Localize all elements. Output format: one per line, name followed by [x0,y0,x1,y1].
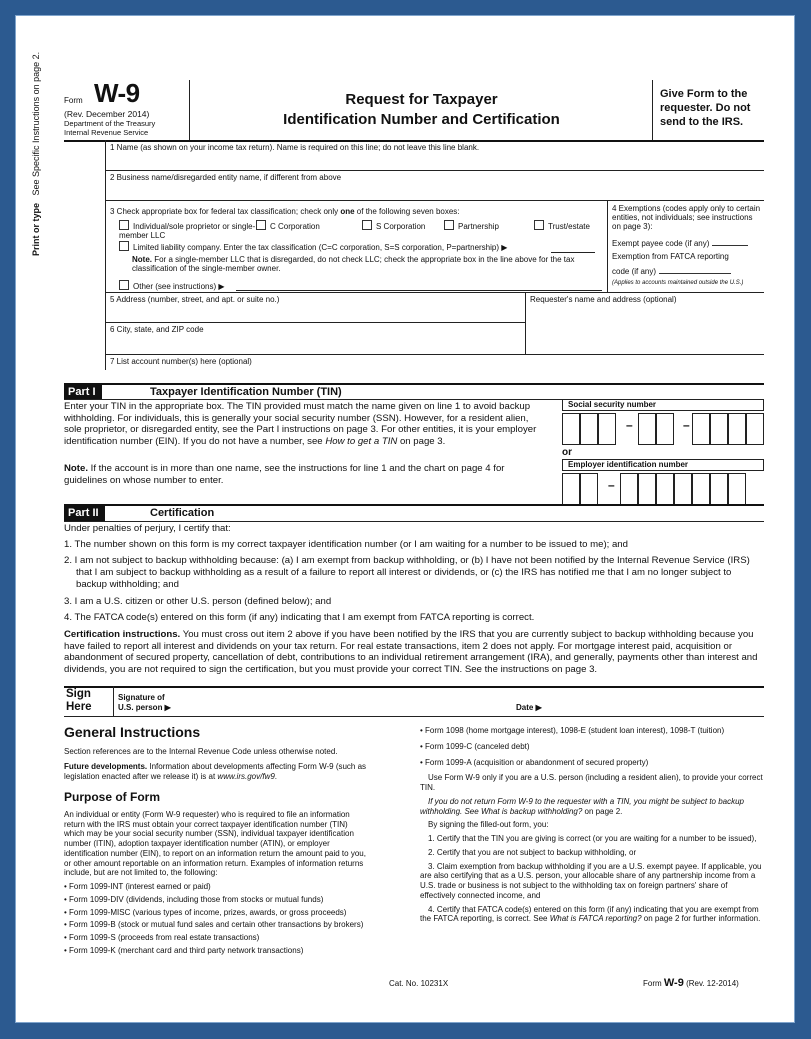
part1-text-main: Enter your TIN in the appropriate box. The TIN provided must match the name given on line 1 to avoid backup withholding. For individuals, this is generally your social security number (SSN). However, for a resident alien, sole proprietor, or disregarded entity, see the Part I instructions on page 3. For other entities, it is your employer identification number (EIN). If you do not have a number, see [64,401,537,448]
ein-dash: – [608,478,615,492]
requester-label: Requester's name and address (optional) [530,295,677,304]
footer-form-number: W-9 [663,977,684,989]
form-word: Form [64,96,83,105]
ssn-digit-box[interactable] [728,413,746,445]
option-scorp[interactable] [362,220,425,231]
ssn-digit-box[interactable] [710,413,728,445]
list-item: • Form 1099-S (proceeds from real estate transactions) [64,933,368,943]
ssn-digit-box[interactable] [562,413,580,445]
ein-digit-box[interactable] [674,473,692,505]
title-line-1: Request for Taxpayer [345,91,498,108]
cert-item-3: 3. I am a U.S. citizen or other U.S. person (defined below); and [64,595,332,607]
give-form-notice: Give Form to the requester. Do not send to the IRS. [660,88,751,128]
future-developments-end: . [274,771,278,781]
ssn-digit-box[interactable] [638,413,656,445]
ein-label: Employer identification number [568,460,689,469]
exempt-payee-label: Exempt payee code (if any) [612,239,710,248]
list-item: • Form 1099-C (canceled debt) [420,742,764,752]
fatca-line1: Exemption from FATCA reporting [612,252,729,261]
certify-4-text: 4. Certify that FATCA code(s) entered on this form (if any) indicating that you are exempt from the FATCA reporting, is correct. See [420,904,759,924]
checkbox-scorp[interactable] [362,220,372,230]
list-item: • Form 1099-MISC (various types of income, prizes, awards, or gross proceeds) [64,908,368,918]
form-id-block [64,66,189,136]
backup-warning-text: If you do not return Form W-9 to the requester with a TIN, you might be subject to backup withholding. See [420,796,745,816]
certify-4 [420,905,764,925]
llc-note [132,255,602,274]
line6-label: 6 City, state, and ZIP code [110,325,204,334]
ein-digit-box[interactable] [562,473,580,505]
line4-label: 4 Exemptions (codes apply only to certain entities, not individuals; see instructions on page 3): [612,204,761,231]
cert-item-2: 2. I am not subject to backup withholding because: (a) I am exempt from backup withholding, or (b) I have not been notified by the Internal Revenue Service (IRS) that I am subject to backup withholding as a result of a failure to report all interest or dividends, or (c) the IRS has notified me that I am no longer subject to backup withholding; and [64,555,750,590]
option-individual[interactable] [119,220,269,241]
backup-warning-end: on page 2. [582,806,623,816]
option-trust[interactable] [534,220,590,231]
by-signing: By signing the filled-out form, you: [428,820,549,830]
cert-intro: Under penalties of perjury, I certify that: [64,523,231,534]
part1-note [64,463,541,486]
ein-digit-box[interactable] [710,473,728,505]
ein-digit-box[interactable] [656,473,674,505]
backup-warning [420,797,764,817]
line1-label: 1 Name (as shown on your income tax return). Name is required on this line; do not leave this line blank. [110,143,480,152]
general-p1: Section references are to the Internal Revenue Code unless otherwise noted. [64,747,338,757]
cert-item-1: 1. The number shown on this form is my correct taxpayer identification number (or I am waiting for a number to be issued to me); and [64,538,628,550]
side-print: Print or type [31,202,41,256]
future-developments-url[interactable]: www.irs.gov/fw9 [217,771,275,781]
certify-4-end: on page 2 for further information. [641,914,761,924]
option-ccorp-label: C Corporation [270,222,320,231]
line3-label [110,207,460,216]
exempt-payee-field[interactable] [712,237,748,246]
general-left [64,724,368,959]
ein-digit-box[interactable] [728,473,746,505]
here-word: Here [66,701,92,714]
account-number-field[interactable] [106,368,762,382]
ssn-digit-box[interactable] [746,413,764,445]
cert-instructions-label: Certification instructions. [64,628,181,640]
option-other[interactable] [119,280,225,291]
future-developments-label: Future developments. [64,761,148,771]
line5-label: 5 Address (number, street, and apt. or suite no.) [110,295,280,304]
part1-note-label: Note. [64,463,88,474]
option-trust-label: Trust/estate [548,222,590,231]
title-line-2: Identification Number and Certification [283,110,560,128]
ssn-dash-2: – [683,418,690,432]
sign-here [66,688,92,714]
list-item: • Form 1099-INT (interest earned or paid) [64,882,368,892]
ein-digit-box[interactable] [638,473,656,505]
option-llc-label: Limited liability company. Enter the tax classification (C=C corporation, S=S corporation, P=partnership) ▶ [133,243,508,252]
part2-label: Part II [64,506,105,521]
ssn-digit-box[interactable] [580,413,598,445]
option-partnership[interactable] [444,220,499,231]
option-llc[interactable] [119,241,507,252]
part1-text-ref: How to get a TIN [325,436,398,448]
address-field[interactable] [106,306,524,322]
certify-4-ref: What is FATCA reporting? [549,914,642,924]
form-title [189,90,654,129]
option-individual-label: Individual/sole proprietor or single-member LLC [119,222,256,241]
other-field[interactable] [236,290,602,291]
ssn-digit-box[interactable] [598,413,616,445]
side-see: See Specific Instructions on page 2. [31,51,41,196]
cert-instructions [64,629,764,676]
part1-text [64,401,541,448]
future-developments-text: Information about developments affecting Form W-9 (such as legislation enacted after we release it) is at [64,761,367,781]
cert-instructions-text: You must cross out item 2 above if you have been notified by the IRS that you are currently subject to backup withholding because you have failed to report all interest and dividends on your tax return. For real estate transactions, item 2 does not apply. For mortgage interest paid, acquisition or abandonment of secured property, cancellation of debt, contributions to an individual retirement arrangement (IRA), and generally, payments other than interest and dividends, you are not required to sign the certification, but you must provide your correct TIN. See the instructions on page 3. [64,628,758,676]
city-field[interactable] [106,336,524,352]
option-scorp-label: S Corporation [376,222,426,231]
list-item: • Form 1099-A (acquisition or abandonment of secured property) [420,758,764,768]
general-heading: General Instructions [64,724,201,740]
option-other-label: Other (see instructions) ▶ [133,282,225,291]
signature-field[interactable] [204,688,504,714]
name-field[interactable] [106,154,762,170]
option-partnership-label: Partnership [458,222,499,231]
ssn-label: Social security number [568,400,657,409]
checkbox-partnership[interactable] [444,220,454,230]
footer-form-word: Form [643,979,664,988]
fatca-applies: (Applies to accounts maintained outside the U.S.) [612,280,744,286]
general-right [420,726,764,924]
checkbox-individual[interactable] [119,220,129,230]
page-frame [15,15,795,1023]
list-item: • Form 1099-DIV (dividends, including those from stocks or mutual funds) [64,895,368,905]
date-field[interactable] [549,696,759,714]
ein-digit-box[interactable] [580,473,598,505]
line3-intro-end: of the following seven boxes: [354,207,460,216]
w9-form [31,51,764,996]
side-label [31,51,42,256]
backup-warning-ref: What is backup withholding? [480,806,583,816]
checkbox-other[interactable] [119,280,129,290]
left-bullet-list [64,882,368,956]
business-name-field[interactable] [106,184,762,200]
part2-title: Certification [150,507,215,519]
footer-form [643,977,739,990]
llc-classification-field[interactable] [551,252,595,253]
ssn-label-box [562,399,764,411]
catalog-number: Cat. No. 10231X [389,979,449,988]
sign-word: Sign [66,688,91,700]
checkbox-llc[interactable] [119,241,129,251]
signature-label [118,693,171,712]
part1-note-text: If the account is in more than one name, see the instructions for line 1 and the chart on page 4 for guidelines on whose number to enter. [64,463,505,486]
checkbox-ccorp[interactable] [256,220,266,230]
part1-title: Taxpayer Identification Number (TIN) [150,386,342,398]
revision-date: (Rev. December 2014) [64,109,150,119]
fatca-code-field[interactable] [659,265,731,274]
future-developments [64,762,368,782]
line2-label: 2 Business name/disregarded entity name, if different from above [110,173,342,182]
checkbox-trust[interactable] [534,220,544,230]
llc-note-label: Note. [132,255,152,264]
cert-item-4: 4. The FATCA code(s) entered on this form (if any) indicating that I am exempt from FATCA reporting is correct. [64,612,535,624]
certify-3: 3. Claim exemption from backup withholding if you are a U.S. exempt payee. If applicable, you are also certifying that as a U.S. person, your allocable share of any partnership income from a U.S. trade or business is not subject to the withholding tax on foreign partners' share of effectively connected income, and [420,861,762,900]
option-ccorp[interactable] [256,220,320,231]
fatca-code [612,265,731,276]
signature-line2: U.S. person ▶ [118,702,171,712]
part1-label: Part I [64,385,102,400]
use-form-text: Use Form W-9 only if you are a U.S. person (including a resident alien), to provide your correct TIN. [420,773,763,792]
purpose-text: An individual or entity (Form W-9 requester) who is required to file an information return with the IRS must obtain your correct taxpayer identification number (TIN) which may be your social security number (SSN), individual taxpayer identification number (ITIN), adoption taxpayer identification number (ATIN), or employer identification number (EIN), to report on an information return the amount paid to you, or other amount reportable on an information return. Examples of information returns include, but are not limited to, the following: [64,809,366,878]
ein-digit-box[interactable] [620,473,638,505]
fatca-line2: code (if any) [612,267,657,276]
ein-digit-box[interactable] [692,473,710,505]
department: Department of the Treasury [64,119,156,128]
purpose-heading: Purpose of Form [64,790,161,805]
exempt-payee [612,237,748,248]
part1-text-end: on page 3. [397,436,446,448]
line7-label: 7 List account number(s) here (optional) [110,357,252,366]
service: Internal Revenue Service [64,128,149,137]
right-bullet-list [420,726,764,767]
signature-line1: Signature of [118,693,165,702]
or-label: or [562,447,572,458]
line3-intro: 3 Check appropriate box for federal tax classification; check only [110,207,341,216]
llc-note-text: For a single-member LLC that is disregarded, do not check LLC; check the appropriate box in the line above for the tax classification of the single-member owner. [132,255,575,274]
form-number: W-9 [94,78,140,108]
ssn-digit-box[interactable] [692,413,710,445]
date-label: Date ▶ [516,703,542,712]
ssn-dash-1: – [626,418,633,432]
list-item: • Form 1098 (home mortgage interest), 1098-E (student loan interest), 1098-T (tuition) [420,726,764,736]
list-item: • Form 1099-B (stock or mutual fund sales and certain other transactions by brokers) [64,920,368,930]
part2-body [64,523,764,676]
ssn-digit-box[interactable] [656,413,674,445]
line3-one: one [340,207,355,216]
certify-2: 2. Certify that you are not subject to backup withholding, or [428,847,637,857]
requester-field[interactable] [526,306,762,352]
ein-label-box [562,459,764,471]
certify-1: 1. Certify that the TIN you are giving is correct (or you are waiting for a number to be issued), [428,834,757,843]
list-item: • Form 1099-K (merchant card and third party network transactions) [64,946,368,956]
footer-revision: (Rev. 12-2014) [683,979,739,988]
